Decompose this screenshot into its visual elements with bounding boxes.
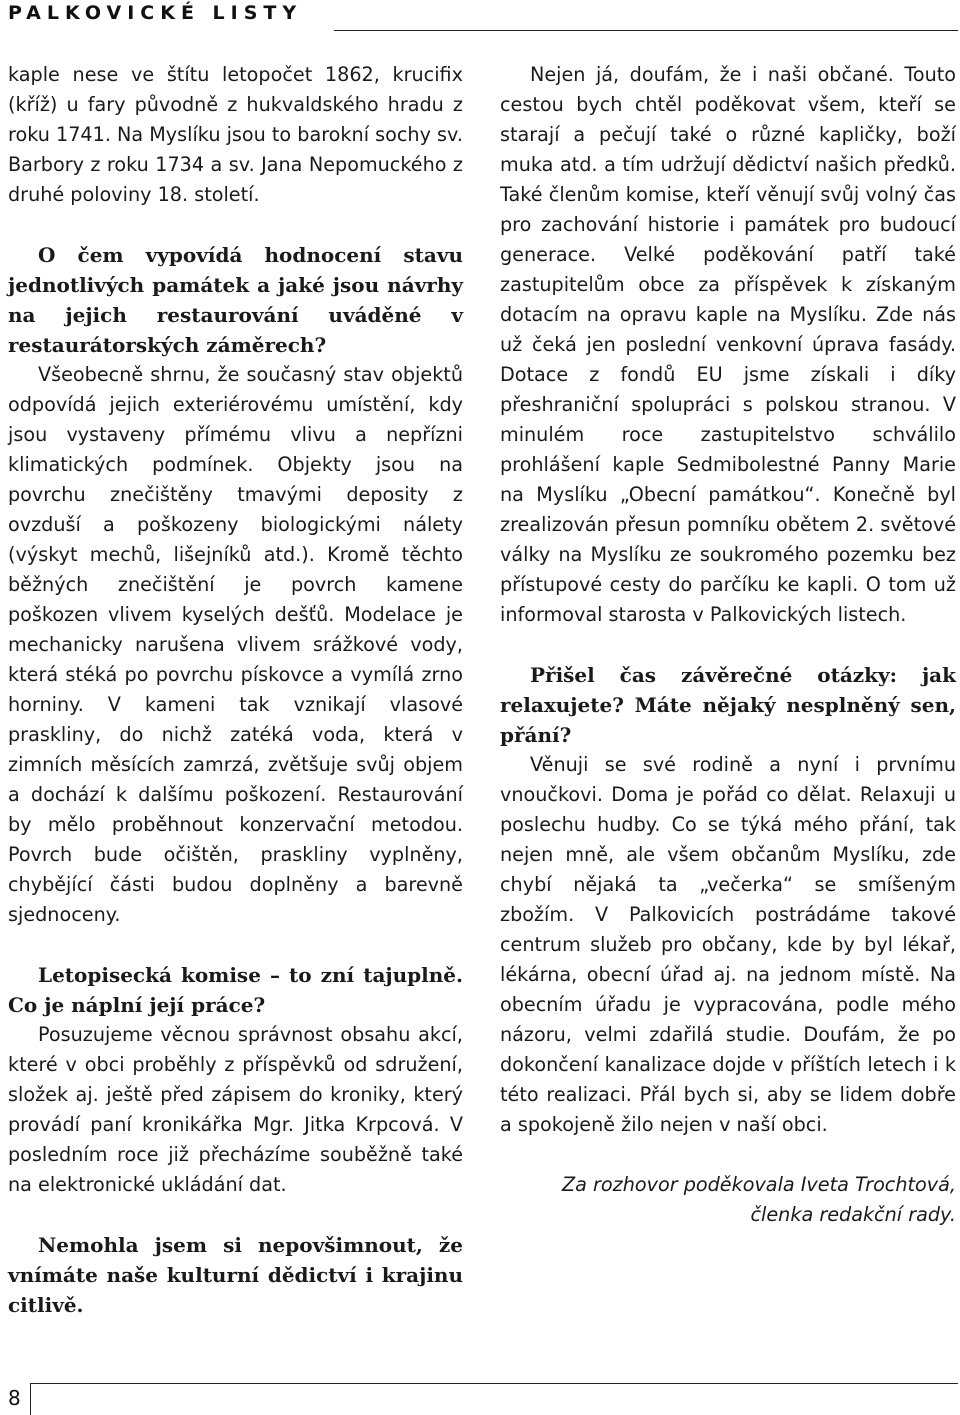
question-relax: Přišel čas závěrečné otázky: jak relaxujete? Máte nějaký nesplněný sen, přání? (500, 663, 956, 747)
spacer (500, 1140, 956, 1170)
right-column (500, 60, 956, 1230)
header-rule (334, 30, 958, 31)
paragraph-heritage: Nejen já, doufám, že i naši občané. Touto cestou bych chtěl poděkovat všem, kteří se starají a pečují také o různé kapličky, boží muka atd. a tím udržují dědictví našich předků. Také členům komise, kteří věnují svůj volný čas pro zachování historie i památek pro budoucí generace. Velké poděkování patří také zastupitelům obce za příspěvek k získaným dotacím na opravu kaple na Myslíku. Zde nás už čeká jen poslední venkovní úprava fasády. Dotace z fondů EU jsme získali i díky přeshraniční spolupráci s polskou stranou. V minulém roce zastupitelstvo schválilo prohlášení kaple Sedmibolestné Panny Marie na Myslíku „Obecní památkou“. Konečně byl zrealizován přesun pomníku obětem 2. světové války na Myslíku ze soukromého pozemku bez přístupové cesty do parčíku ke kapli. O tom už informoval starosta v Palkovických listech. (500, 63, 956, 626)
paragraph-commission: Posuzujeme věcnou správnost obsahu akcí, které v obci proběhly z příspěvků od sdružení, složek aj. ještě před zápisem do kroniky, který provádí paní kronikářka Mgr. Jitka Krpcová. V posledním roce již přecházíme souběžně také na elektronické ukládání dat. (8, 1023, 463, 1196)
paragraph-restoration: Všeobecně shrnu, že současný stav objektů odpovídá jejich exteriérovému umístění, kdy jsou vystaveny přímému vlivu a nepřízni klimatických podmínek. Objekty jsou na povrchu znečištěny tmavými deposity z ovzduší a poškozeny biologickými nálety (výskyt mechů, lišejníků atd.). Kromě těchto běžných znečištění je povrch kamene poškozen vlivem kyselých dešťů. Modelace je mechanicky narušena vlivem srážkové vody, která stéká po povrchu pískovce a vymílá zrno horniny. V kameni tak vznikají vlasové praskliny, do nichž zatéká voda, která v zimních měsících zamrzá, zvětšuje svůj objem a dochází k dalšímu poškození. Restaurování by mělo proběhnout konzervační metodou. Povrch bude očištěn, praskliny vyplněny, chybějící části budou doplněny a barevně sjednoceny. (8, 363, 463, 926)
page-number: 8 (8, 1386, 21, 1410)
paragraph-relax: Věnuji se své rodině a nyní i prvnímu vnoučkovi. Doma je pořád co dělat. Relaxuji u poslechu hudby. Co se týká mého přání, tak nejen mně, ale všem občanům Myslíku, zde chybí nějaká ta „večerka“ se smíšeným zbožím. V Palkovicích postrádáme takové centrum služeb pro občany, kde by byl lékař, lékárna, obecní úřad aj. na jednom místě. Na obecním úřadu je vypracována, podle mého názoru, velmi zdařilá studie. Doufám, že po dokončení kanalizace dojde v příštích letech i k této realizaci. Přál bych si, aby se lidem dobře a spokojeně žilo nejen v naší obci. (500, 753, 956, 1136)
publication-title: PALKOVICKÉ LISTY (8, 2, 303, 24)
question-restoration: O čem vypovídá hodnocení stavu jednotlivých památek a jaké jsou návrhy na jejich restaurování uváděné v restaurátorských záměrech? (8, 243, 463, 357)
spacer (8, 930, 463, 960)
spacer (8, 210, 463, 240)
question-commission: Letopisecká komise – to zní tajuplně. Co je náplní její práce? (8, 963, 463, 1017)
left-column (8, 60, 463, 1320)
question-heritage: Nemohla jsem si nepovšimnout, že vnímáte naše kulturní dědictví i krajinu citlivě. (8, 1233, 463, 1317)
interview-signature: Za rozhovor poděkovala Iveta Trochtová, členka redakční rady. (562, 1173, 956, 1226)
footer-rule (30, 1383, 958, 1384)
footer-vertical-rule (30, 1383, 31, 1415)
paragraph-intro: kaple nese ve štítu letopočet 1862, krucifix (kříž) u fary původně z hukvaldského hradu z roku 1741. Na Myslíku jsou to barokní sochy sv. Barbory z roku 1734 a sv. Jana Nepomuckého z druhé poloviny 18. století. (8, 63, 463, 206)
spacer (500, 630, 956, 660)
spacer (8, 1200, 463, 1230)
